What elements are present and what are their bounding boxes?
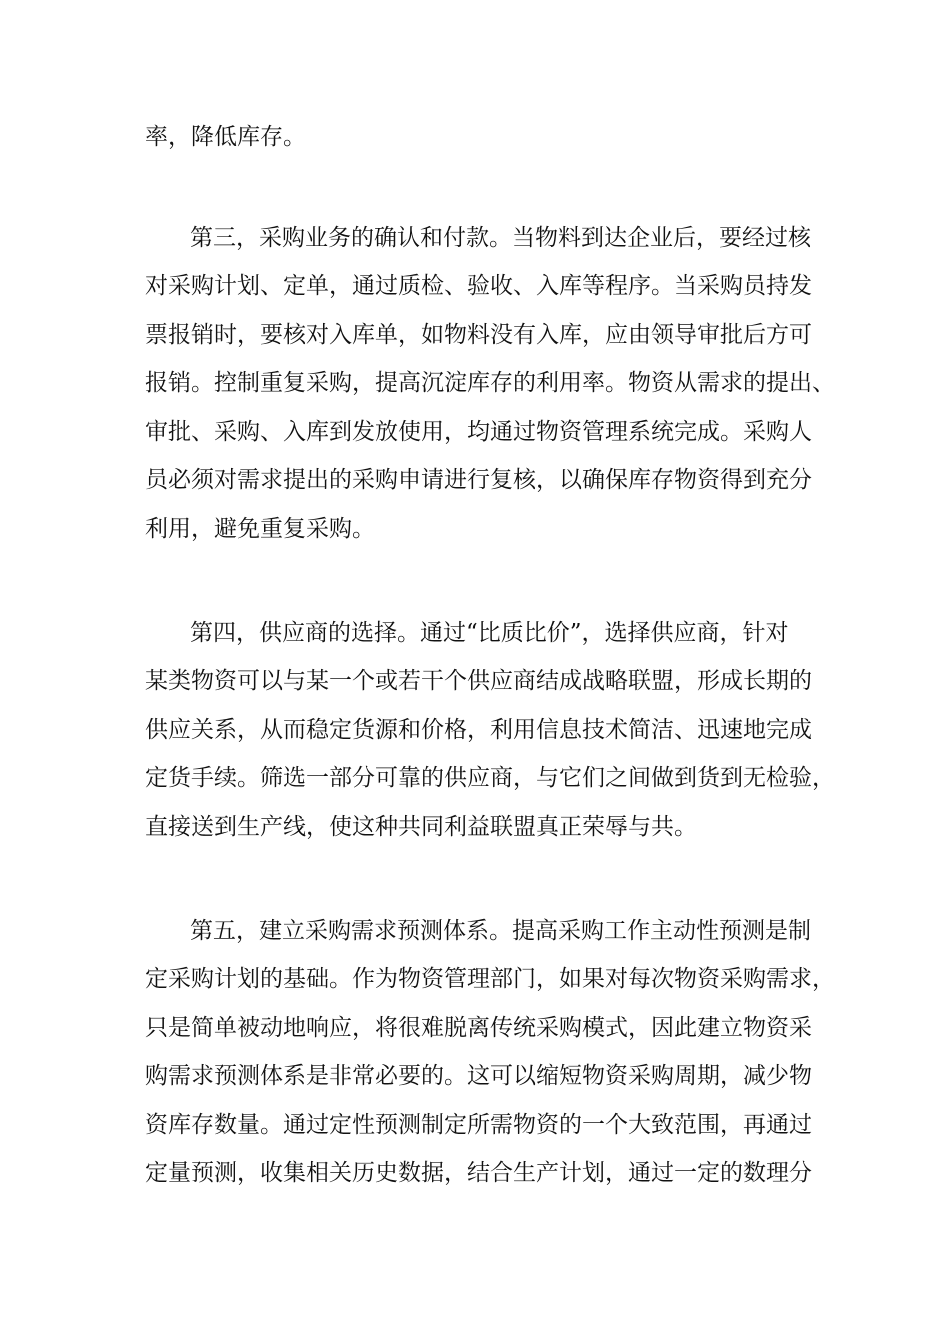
paragraph-fourth-line-2: 某类物资可以与某一个或若干个供应商结成战略联盟，形成长期的 [145, 668, 812, 694]
paragraph-third-line-7: 利用，避免重复采购。 [145, 516, 375, 542]
paragraph-third-line-3: 票报销时，要核对入库单，如物料没有入库，应由领导审批后方可 [145, 322, 812, 348]
paragraph-fourth-line-1: 第四，供应商的选择。通过“比质比价”，选择供应商，针对 [190, 620, 789, 646]
paragraph-fifth-line-1: 第五，建立采购需求预测体系。提高采购工作主动性预测是制 [190, 918, 811, 944]
paragraph-fifth-line-5: 资库存数量。通过定性预测制定所需物资的一个大致范围，再通过 [145, 1112, 812, 1138]
paragraph-third-line-1: 第三，采购业务的确认和付款。当物料到达企业后，要经过核 [190, 225, 811, 251]
paragraph-continuation-line-1: 率，降低库存。 [145, 124, 306, 150]
paragraph-fourth-line-5: 直接送到生产线，使这种共同利益联盟真正荣辱与共。 [145, 814, 697, 840]
paragraph-fifth-line-2: 定采购计划的基础。作为物资管理部门，如果对每次物资采购需求， [145, 966, 835, 992]
paragraph-fifth-line-6: 定量预测，收集相关历史数据，结合生产计划，通过一定的数理分 [145, 1160, 812, 1186]
paragraph-fourth-line-3: 供应关系，从而稳定货源和价格，利用信息技术简洁、迅速地完成 [145, 717, 812, 743]
paragraph-fifth-line-4: 购需求预测体系是非常必要的。这可以缩短物资采购周期，减少物 [145, 1063, 812, 1089]
paragraph-third-line-4: 报销。控制重复采购，提高沉淀库存的利用率。物资从需求的提出、 [145, 370, 835, 396]
paragraph-third-line-5: 审批、采购、入库到发放使用，均通过物资管理系统完成。采购人 [145, 419, 812, 445]
paragraph-fourth-line-4: 定货手续。筛选一部分可靠的供应商，与它们之间做到货到无检验， [145, 765, 835, 791]
paragraph-third-line-2: 对采购计划、定单，通过质检、验收、入库等程序。当采购员持发 [145, 273, 812, 299]
paragraph-fifth-line-3: 只是简单被动地响应，将很难脱离传统采购模式，因此建立物资采 [145, 1015, 812, 1041]
paragraph-third-line-6: 员必须对需求提出的采购申请进行复核，以确保库存物资得到充分 [145, 467, 812, 493]
